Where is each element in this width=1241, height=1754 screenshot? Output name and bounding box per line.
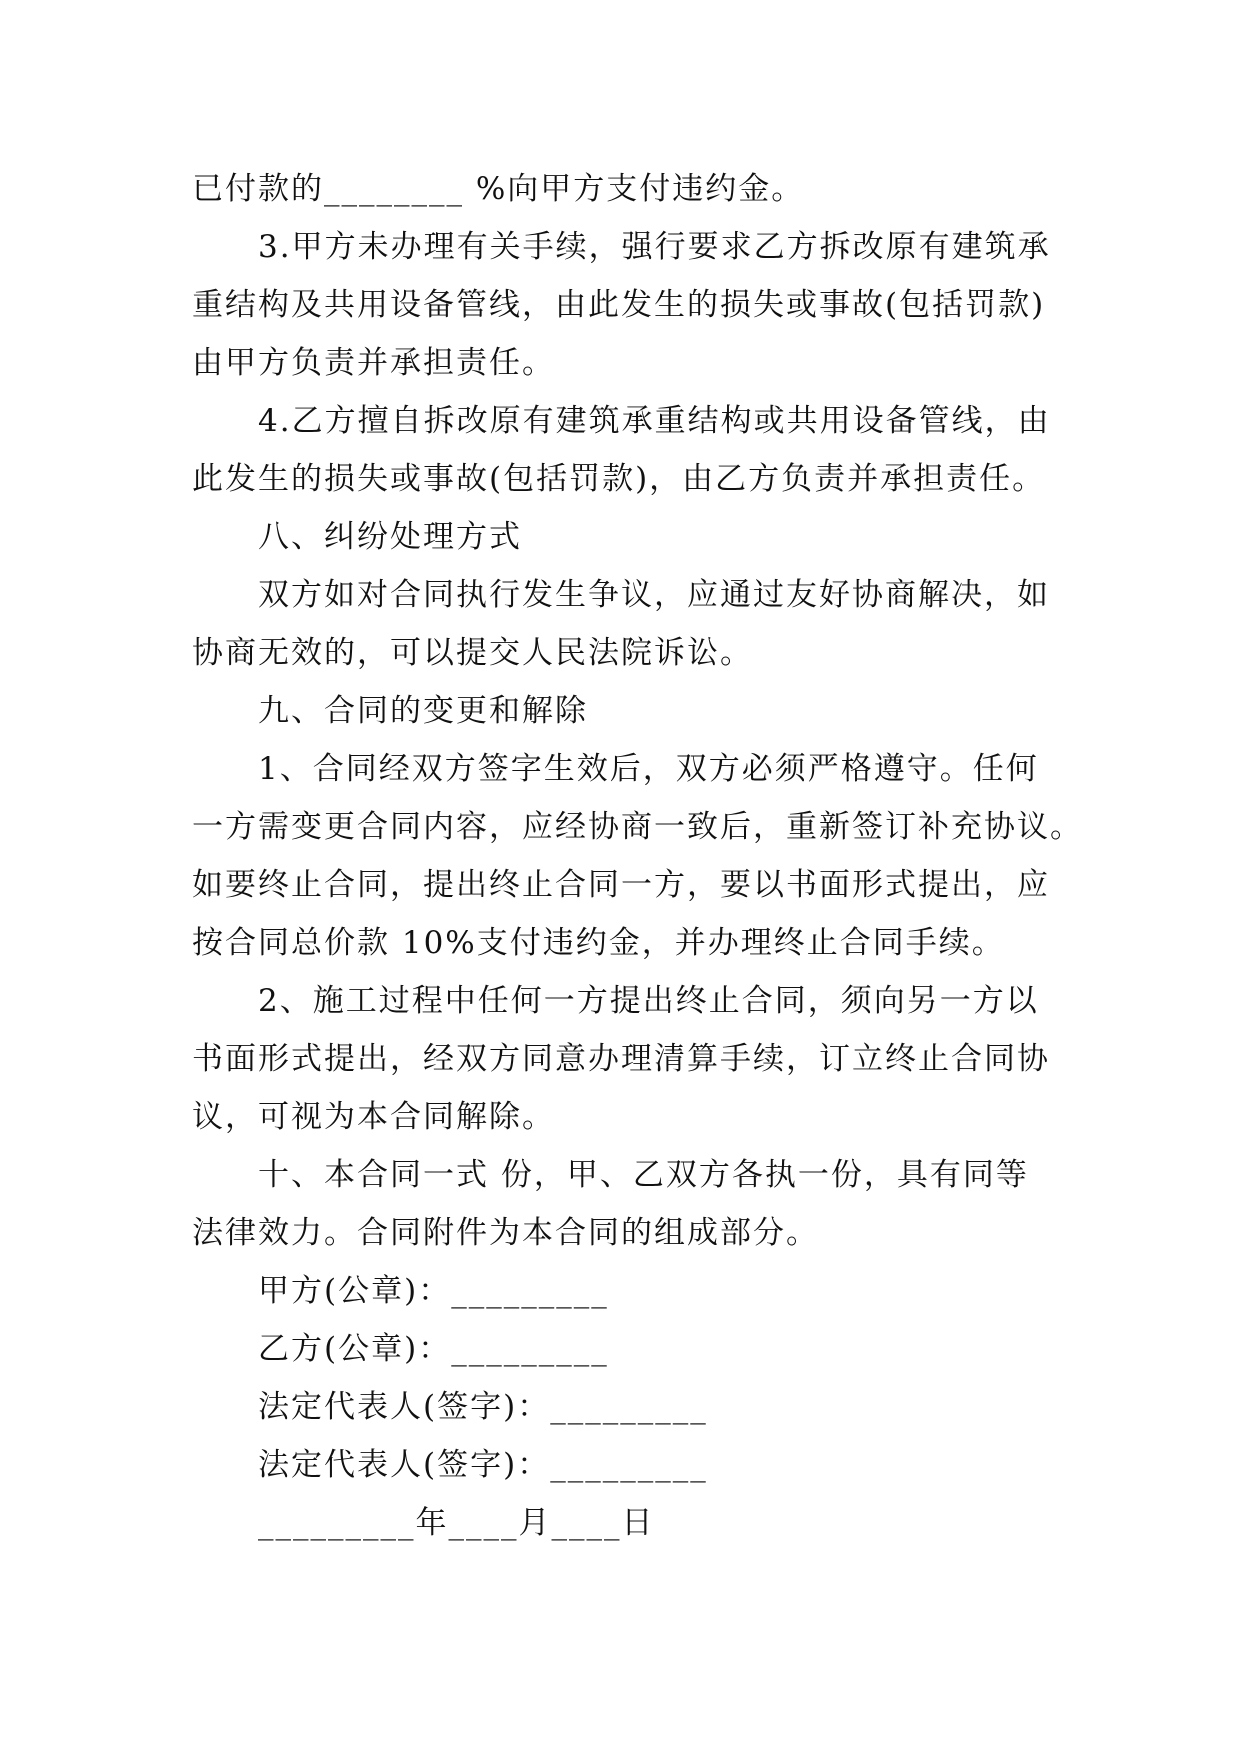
text-line: 2、施工过程中任何一方提出终止合同，须向另一方以: [258, 983, 1039, 1019]
signature-legal-rep-b: 法定代表人(签字)：_________: [258, 1447, 708, 1483]
text-line: 此发生的损失或事故(包括罚款)，由乙方负责并承担责任。: [192, 461, 1046, 497]
section-heading: 九、合同的变更和解除: [258, 693, 588, 729]
section-heading: 十、本合同一式 份，甲、乙双方各执一份，具有同等: [258, 1157, 1029, 1193]
text-line: 一方需变更合同内容，应经协商一致后，重新签订补充协议。: [192, 809, 1083, 845]
text-line: 议，可视为本合同解除。: [192, 1099, 555, 1135]
signature-legal-rep-a: 法定代表人(签字)：_________: [258, 1389, 708, 1425]
text-line: 3.甲方未办理有关手续，强行要求乙方拆改原有建筑承: [258, 229, 1051, 265]
text-line: 已付款的________ %向甲方支付违约金。: [192, 171, 805, 207]
text-line: 协商无效的，可以提交人民法院诉讼。: [192, 635, 753, 671]
text-line: 法律效力。合同附件为本合同的组成部分。: [192, 1215, 819, 1251]
section-heading: 八、纠纷处理方式: [258, 519, 522, 555]
text-line: 4.乙方擅自拆改原有建筑承重结构或共用设备管线，由: [258, 403, 1051, 439]
signature-party-b: 乙方(公章)：_________: [258, 1331, 609, 1367]
text-line: 重结构及共用设备管线，由此发生的损失或事故(包括罚款): [192, 287, 1046, 323]
text-line: 书面形式提出，经双方同意办理清算手续，订立终止合同协: [192, 1041, 1050, 1077]
text-line: 按合同总价款 10%支付违约金，并办理终止合同手续。: [192, 925, 1005, 961]
document-body: [192, 160, 1083, 1552]
text-line: 双方如对合同执行发生争议，应通过友好协商解决，如: [258, 577, 1050, 613]
text-line: 由甲方负责并承担责任。: [192, 345, 555, 381]
signature-date: _________年____月____日: [258, 1505, 655, 1541]
text-line: 如要终止合同，提出终止合同一方，要以书面形式提出，应: [192, 867, 1050, 903]
signature-party-a: 甲方(公章)：_________: [258, 1273, 609, 1309]
text-line: 1、合同经双方签字生效后，双方必须严格遵守。任何: [258, 751, 1039, 787]
